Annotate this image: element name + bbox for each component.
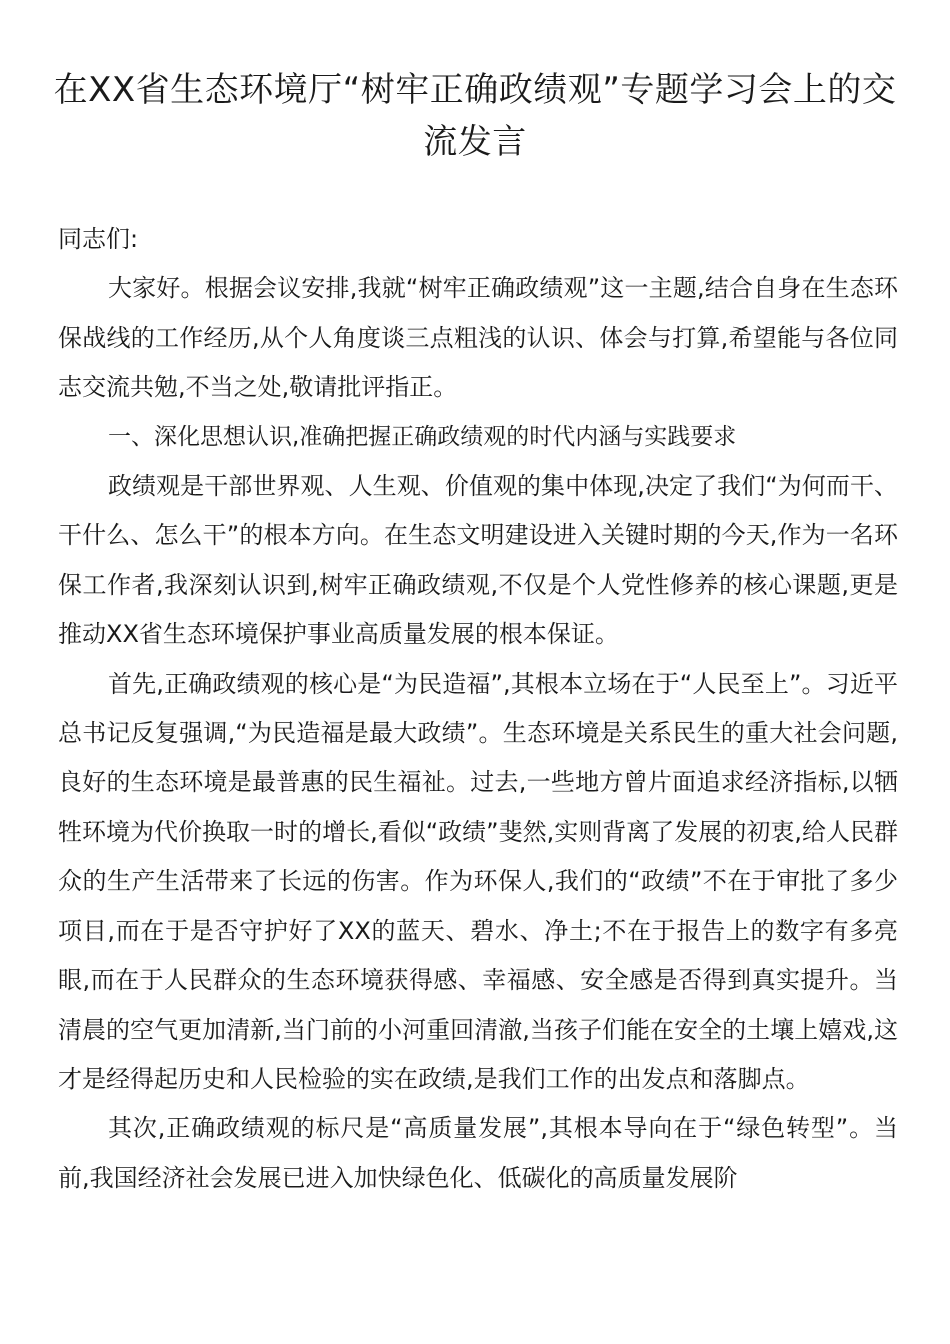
paragraph-first-point: 首先,正确政绩观的核心是“为民造福”,其根本立场在于“人民至上”。习近平总书记反复强调,“为民造福是最大政绩”。生态环境是关系民生的重大社会问题,良好的生态环境是最普惠的民生福祉。过去,一些地方曾片面追求经济指标,以牺牲环境为代价换取一时的增长,看似“政绩”斐然,实则背离了发展的初衷,给人民群众的生产生活带来了长远的伤害。作为环保人,我们的“政绩”不在于审批了多少项目,而在于是否守护好了XX的蓝天、碧水、净土;不在于报告上的数字有多亮眼,而在于人民群众的生态环境获得感、幸福感、安全感是否得到真实提升。当清晨的空气更加清新,当门前的小河重回清澈,当孩子们能在安全的土壤上嬉戏,这才是经得起历史和人民检验的实在政绩,是我们工作的出发点和落脚点。 bbox=[58, 669, 898, 1093]
paragraph-second-point: 其次,正确政绩观的标尺是“高质量发展”,其根本导向在于“绿色转型”。当前,我国经济社会发展已进入加快绿色化、低碳化的高质量发展阶 bbox=[58, 1114, 898, 1192]
paragraph-intro: 大家好。根据会议安排,我就“树牢正确政绩观”这一主题,结合自身在生态环保战线的工作经历,从个人角度谈三点粗浅的认识、体会与打算,希望能与各位同志交流共勉,不当之处,敬请批评指正。 bbox=[58, 274, 898, 402]
paragraph-definition: 政绩观是干部世界观、人生观、价值观的集中体现,决定了我们“为何而干、干什么、怎么干”的根本方向。在生态文明建设进入关键时期的今天,作为一名环保工作者,我深刻认识到,树牢正确政绩观,不仅是个人党性修养的核心课题,更是推动XX省生态环境保护事业高质量发展的根本保证。 bbox=[58, 472, 898, 649]
document-title: 在XX省生态环境厅“树牢正确政绩观”专题学习会上的交流发言 bbox=[53, 70, 897, 162]
document-body bbox=[58, 215, 898, 1203]
section-heading-1: 一、深化思想认识,准确把握正确政绩观的时代内涵与实践要求 bbox=[108, 423, 737, 450]
salutation: 同志们: bbox=[58, 225, 139, 253]
